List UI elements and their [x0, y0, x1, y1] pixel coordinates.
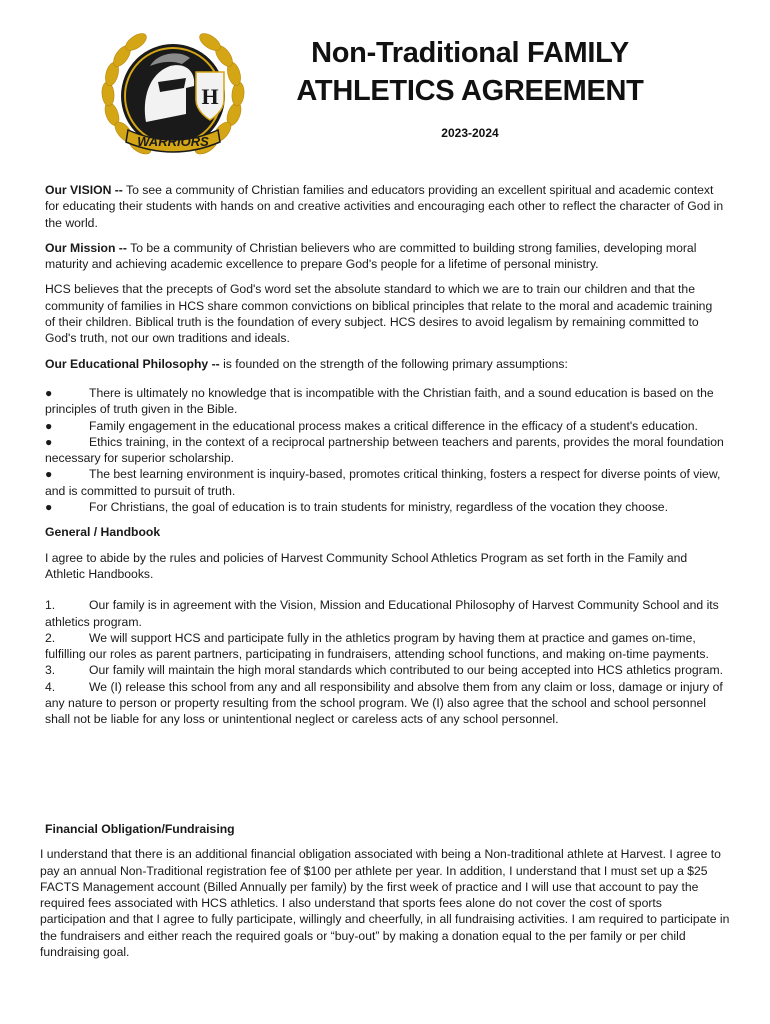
- list-item-text: Our family will maintain the high moral standards which contributed to our being accepted into HCS athletics program.: [89, 663, 724, 678]
- item-number: 2.: [45, 630, 56, 645]
- list-item-text: We (I) release this school from any and all responsibility and absolve them from any claim or loss, damage or injury of any nature to person or property resulting from the school program. We (I) also agree that the school and school personnel shall not be liable for any loss or unintentional neglect or careless acts of any school personnel.: [45, 679, 723, 727]
- list-item: [45, 466, 725, 499]
- bullet-icon: ●: [45, 434, 53, 449]
- financial-heading: Financial Obligation/Fundraising: [45, 822, 235, 836]
- warriors-logo: [98, 22, 248, 170]
- beliefs-paragraph: HCS believes that the precepts of God's word set the absolute standard to which we are to train our children and that the community of families in HCS share common convictions on biblical principles that relate to the moral and academic training of their children. Biblical truth is the foundation of every subject. HCS desires to avoid legalism by remaining committed to God's truth, not our own traditions and ideals.: [45, 282, 713, 346]
- list-item: [45, 679, 725, 728]
- title-line-2: ATHLETICS AGREEMENT: [296, 75, 644, 107]
- item-number: 1.: [45, 598, 56, 613]
- vision-text: To see a community of Christian families and educators providing an excellent spiritual and academic context for educating their students with hands on and creative activities and encouraging each other to reflect the character of God in the world.: [45, 183, 724, 230]
- mission-paragraph: [45, 240, 725, 273]
- school-year: 2023-2024: [441, 126, 499, 140]
- list-item: [45, 418, 725, 434]
- item-number: 4.: [45, 679, 56, 694]
- list-item: [45, 630, 725, 663]
- philosophy-list: [45, 385, 725, 515]
- list-item: [45, 662, 725, 678]
- document-title: [270, 34, 670, 110]
- list-item-text: Our family is in agreement with the Vision, Mission and Educational Philosophy of Harvest Community School and its athletics program.: [45, 598, 719, 629]
- list-item-text: For Christians, the goal of education is to train students for ministry, regardless of the vocation they choose.: [89, 500, 668, 515]
- list-item-text: We will support HCS and participate fully in the athletics program by having them at practice and games on-time, fulfilling our roles as parent partners, participating in fundraisers, attending school functions, and making on-time payments.: [45, 630, 709, 662]
- list-item: [45, 434, 725, 467]
- bullet-icon: ●: [45, 418, 53, 433]
- philosophy-paragraph: [45, 356, 725, 372]
- shield-letter: H: [201, 84, 219, 109]
- bullet-icon: ●: [45, 500, 53, 515]
- financial-section: [40, 822, 730, 969]
- general-list: [45, 597, 725, 727]
- bullet-icon: ●: [45, 385, 53, 400]
- vision-paragraph: [45, 182, 725, 231]
- general-intro: I agree to abide by the rules and policies of Harvest Community School Athletics Program as set forth in the Family and Athletic Handbooks.: [45, 550, 688, 581]
- list-item: [45, 597, 725, 630]
- mission-label: Our Mission --: [45, 240, 127, 255]
- list-item: [45, 385, 725, 418]
- logo-text: WARRIORS: [137, 134, 209, 149]
- bullet-icon: ●: [45, 467, 53, 482]
- financial-paragraph: I understand that there is an additional financial obligation associated with being a Non-traditional athlete at Harvest. I agree to pay an annual Non-Traditional registration fee of $100 per athlete per year. In addition, I understand that I must set up a $25 FACTS Management account (Billed Annually per family) by the first week of practice and I will use that account to pay the required fees associated with HCS athletics. I also understand that sports fees alone do not cover the cost of sports participation and that I agree to fully participate, willingly and cheerfully, in all fundraising activities. I am required to participate in the fundraisers and either reach the required goals or “buy-out” by making a donation equal to the per family or per child fundraising goal.: [40, 847, 730, 960]
- general-heading: General / Handbook: [45, 525, 161, 540]
- list-item: [45, 499, 725, 515]
- philosophy-text: is founded on the strength of the following primary assumptions:: [219, 356, 568, 371]
- list-item-text: There is ultimately no knowledge that is incompatible with the Christian faith, and a sound education is based on the principles of truth given in the Bible.: [45, 385, 714, 417]
- vision-label: Our VISION --: [45, 183, 123, 197]
- title-line-1: Non-Traditional FAMILY: [311, 37, 629, 69]
- document-body: [45, 182, 725, 728]
- philosophy-label: Our Educational Philosophy --: [45, 356, 220, 371]
- list-item-text: Family engagement in the educational process makes a critical difference in the efficacy of a student's education.: [89, 418, 698, 433]
- item-number: 3.: [45, 663, 56, 678]
- mission-text: To be a community of Christian believers who are committed to building strong families, developing moral maturity and achieving academic excellence to prepare God's people for a lifetime of personal ministry.: [45, 240, 697, 272]
- list-item-text: The best learning environment is inquiry-based, promotes critical thinking, fosters a respect for diverse points of view, and is committed to pursuit of truth.: [45, 467, 721, 498]
- list-item-text: Ethics training, in the context of a reciprocal partnership between teachers and parents, provides the moral foundation necessary for superior scholarship.: [45, 434, 724, 466]
